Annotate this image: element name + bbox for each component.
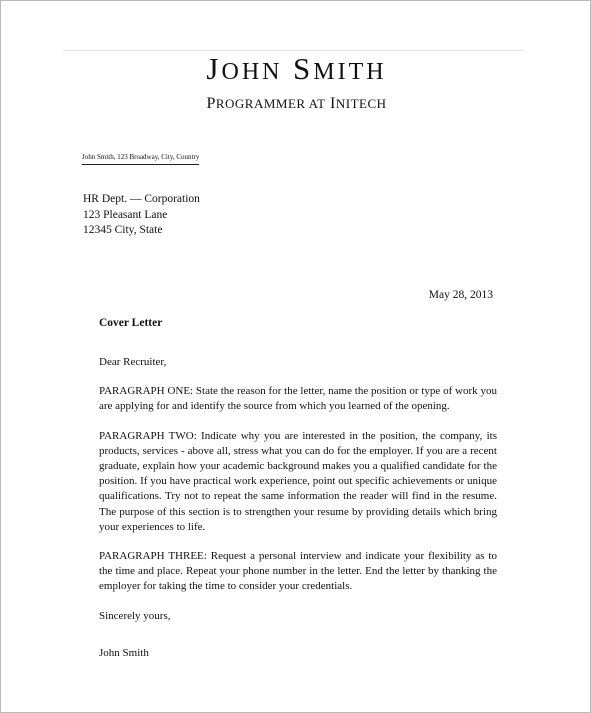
recipient-line-3: 12345 City, State <box>83 224 163 236</box>
applicant-title <box>1 94 591 114</box>
paragraph-two: PARAGRAPH TWO: Indicate why you are interested in the position, the company, its products, services - above all, stress what you can do for the employer. If you are a recent graduate, explain how your academic background makes you a qualified candidate for the position. If you have practical work experience, point out specific achievements or unique qualifications. Try not to repeat the same information the reader will find in the resume. The purpose of this section is to strengthen your resume by providing details which bring your experiences to life. <box>99 429 497 533</box>
name-last-rest: MITH <box>313 59 387 85</box>
paragraph-one: PARAGRAPH ONE: State the reason for the letter, name the position or type of work you are applying for and identify the source from which you learned of the opening. <box>99 385 497 413</box>
name-first-initial: J <box>206 51 222 86</box>
subtitle-i: I <box>330 95 336 112</box>
applicant-name <box>1 51 591 90</box>
recipient-line-2: 123 Pleasant Lane <box>83 208 168 221</box>
subtitle-p: P <box>206 95 216 112</box>
name-last-initial: S <box>293 51 314 86</box>
paragraph-three: PARAGRAPH THREE: Request a personal interview and indicate your flexibility as to the time and place. Repeat your phone number in the letter. End the letter by thanking the employer for taking the time to consider your credentials. <box>99 550 497 593</box>
name-first-rest: OHN <box>221 59 283 85</box>
sender-address-line: John Smith, 123 Broadway, City, Country <box>82 153 199 165</box>
letter-body <box>99 355 497 675</box>
recipient-address-block <box>83 192 200 239</box>
recipient-line-1: HR Dept. — Corporation <box>83 193 200 205</box>
subtitle-nitech: NITECH <box>335 96 387 111</box>
letter-date: May 28, 2013 <box>428 289 493 301</box>
salutation: Dear Recruiter, <box>99 356 167 368</box>
subtitle-rogrammer-at: ROGRAMMER AT <box>215 96 326 111</box>
closing: Sincerely yours, <box>99 609 171 622</box>
signature: John Smith <box>99 646 149 659</box>
letter-subject: Cover Letter <box>99 317 163 329</box>
